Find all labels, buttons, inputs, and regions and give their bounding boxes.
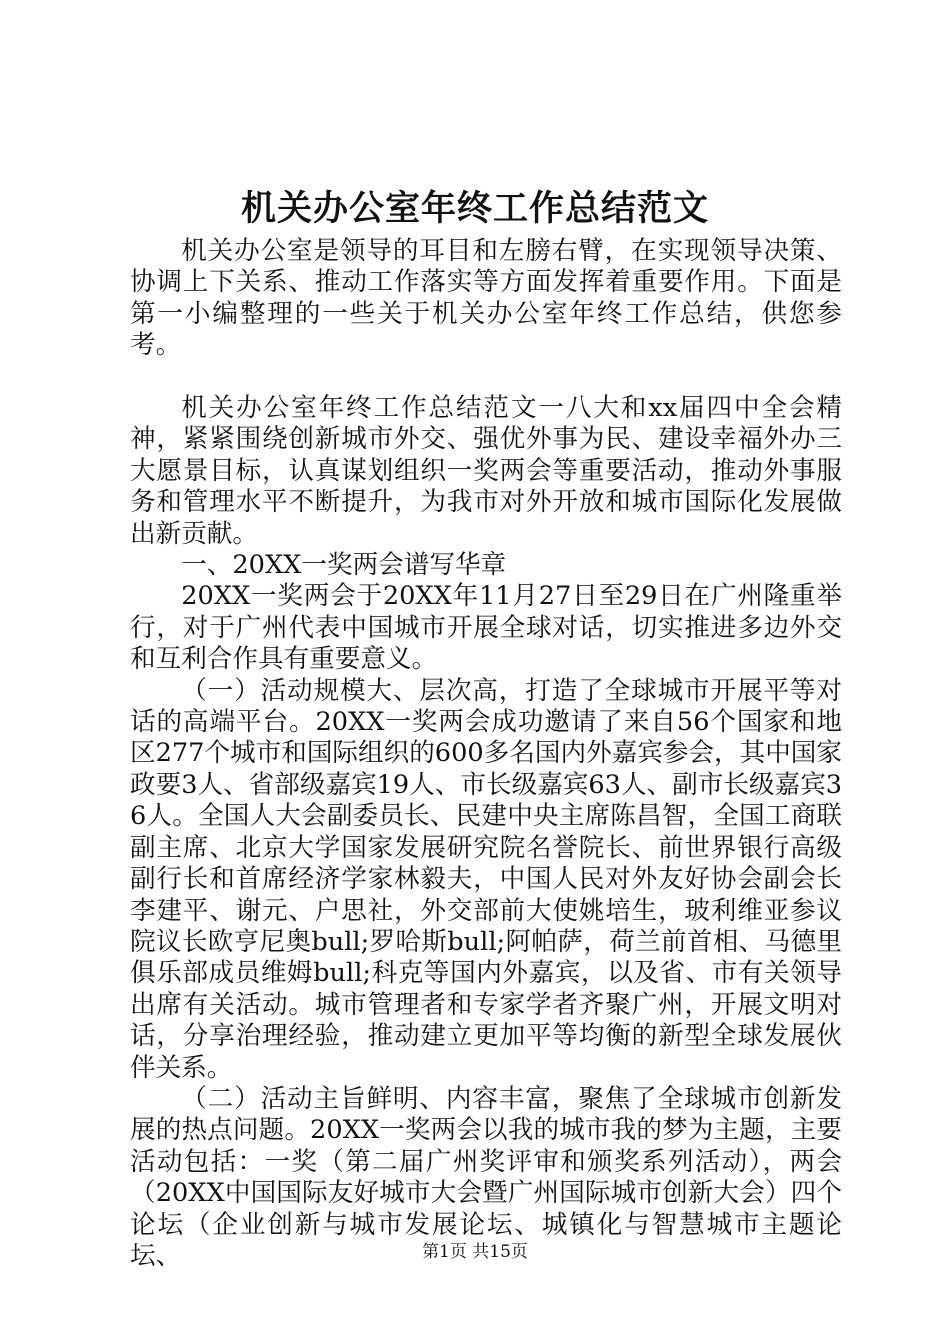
paragraph-scale: （一）活动规模大、层次高，打造了全球城市开展平等对话的高端平台。20XX一奖两会成功邀请了来自56个国家和地区277个城市和国际组织的600多名国内外嘉宾参会，其中国家政要3人、省部级嘉宾19人、市长级嘉宾63人、副市长级嘉宾36人。全国人大会副委员长、民建中央主席陈昌智，全国工商联副主席、北京大学国家发展研究院名誉院长、前世界银行高级副行长和首席经济学家林毅夫，中国人民对外友好协会副会长李建平、谢元、户思社，外交部前大使姚培生，玻利维亚参议院议长欧亨尼奥bull;罗哈斯bull;阿帕萨，荷兰前首相、马德里俱乐部成员维姆bull;科克等国内外嘉宾，以及省、市有关领导出席有关活动。城市管理者和专家学者齐聚广州，开展文明对话，分享治理经验，推动建立更加平等均衡的新型全球发展伙伴关系。 [130, 675, 842, 1083]
paragraph-theme: （二）活动主旨鲜明、内容丰富，聚焦了全球城市创新发展的热点问题。20XX一奖两会以我的城市我的梦为主题，主要活动包括：一奖（第二届广州奖评审和颁奖系列活动），两会（20XX中国国际友好城市大会暨广州国际城市创新大会）四个论坛（企业创新与城市发展论坛、城镇化与智慧城市主题论坛、 [130, 1083, 842, 1271]
document-body [130, 236, 842, 1272]
paragraph-summary: 机关办公室年终工作总结范文一八大和xx届四中全会精神，紧紧围绕创新城市外交、强优外事为民、建设幸福外办三大愿景目标，认真谋划组织一奖两会等重要活动，推动外事服务和管理水平不断提升，为我市对外开放和城市国际化发展做出新贡献。 [130, 393, 842, 549]
paragraph-event: 20XX一奖两会于20XX年11月27日至29日在广州隆重举行，对于广州代表中国城市开展全球对话，切实推进多边外交和互利合作具有重要意义。 [130, 581, 842, 675]
paragraph-intro: 机关办公室是领导的耳目和左膀右臂，在实现领导决策、协调上下关系、推动工作落实等方面发挥着重要作用。下面是第一小编整理的一些关于机关办公室年终工作总结，供您参考。 [130, 236, 842, 361]
page-title: 机关办公室年终工作总结范文 [240, 188, 709, 229]
section-heading: 一、20XX一奖两会谱写华章 [181, 550, 507, 581]
page-number: 第1页 共15页 [422, 1242, 528, 1262]
